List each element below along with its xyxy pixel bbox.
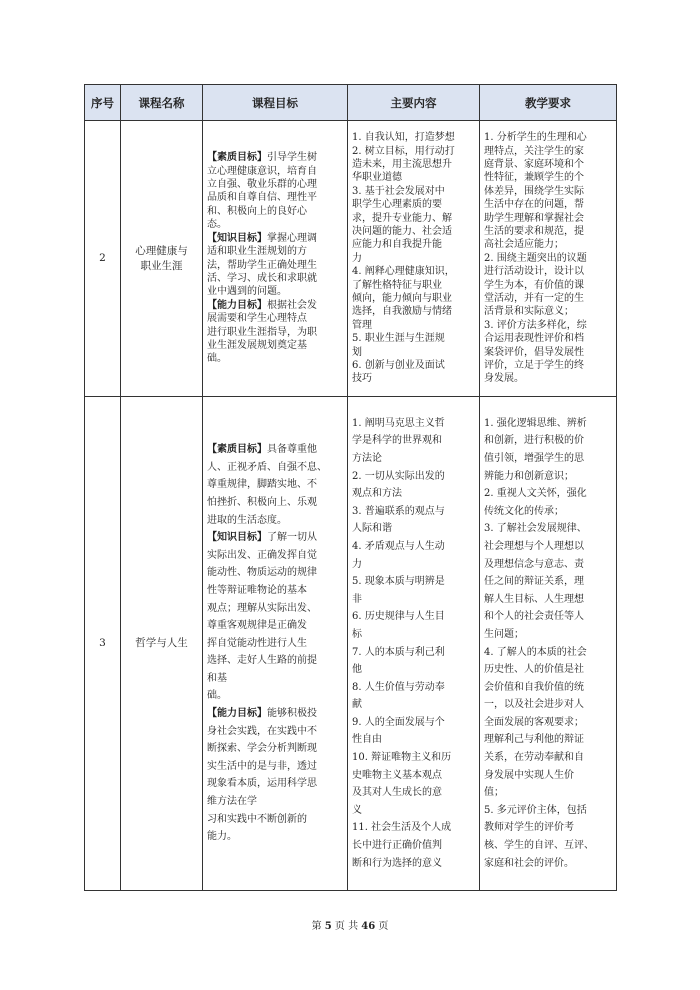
cell-line: 值； [484,787,504,799]
cell-line: 实生活中的是与非，透过 [207,760,317,772]
cell-line: 生问题； [484,628,524,640]
cell-line: 立心理健康意识，培育自 [207,165,317,177]
cell-line: 法，帮助学生正确处理生 [207,259,317,271]
page-footer [0,917,700,932]
cell-line: 史唯物主义基本观点 [352,769,442,781]
table-row [85,121,617,397]
cell-line: 能动性、物质运动的规律 [207,567,317,579]
cell-line: 非 [352,593,362,605]
row-teaching-requirements [480,121,617,397]
cell-line: 2. 重视人文关怀，强化 [484,488,587,500]
cell-line: 力 [352,252,362,264]
cell-line: 及理想信念与意志、责 [484,558,584,570]
cell-line: 4. 阐释心理健康知识， [352,266,455,278]
cell-line: 7. 人的本质与利己利 [352,646,445,658]
cell-line: 维方法在学 [207,796,257,808]
cell-line: 11. 社会生活及个人成 [352,822,452,834]
cell-line: 关系，在劳动奉献和自 [484,752,584,764]
cell-line: 教师对学生的评价考 [484,822,574,834]
cell-line: 生活的要求和规范，提 [484,225,584,237]
cell-line: 3. 普遍联系的观点与 [352,505,445,517]
cell-line: 3. 基于社会发展对中 [352,185,445,197]
row-course-name [121,397,203,891]
header-main-content: 主要内容 [348,85,480,121]
cell-line: 3. 评价方法多样化，综 [484,319,587,331]
cell-line: 庭背景、家庭环境和个 [484,158,584,170]
cell-line: 进行职业生涯指导，为职 [207,326,317,338]
cell-line: 2. 一切从实际出发的 [352,470,445,482]
header-course-goals: 课程目标 [203,85,348,121]
cell-line: 力 [352,558,362,570]
cell-line: 他 [352,664,362,676]
cell-line: 技巧 [352,373,372,385]
cell-line: 身社会实践，在实践中不 [207,725,317,737]
cell-line: 案袋评价，倡导发展性 [484,346,584,358]
row-course-goals [203,397,348,891]
cell-line: 6. 历史规律与人生目 [352,611,445,623]
cell-line: 和个人的社会责任等人 [484,611,584,623]
row-main-content [348,121,480,397]
cell-line: 挥自觉能动性进行人生 [207,637,307,649]
cell-line: 哲学与人生 [135,637,188,649]
footer-suffix: 页 [378,921,389,932]
cell-line: 解人生目标、人生理想 [484,593,584,605]
footer-total-pages: 46 [361,921,376,932]
cell-line: 进取的生活态度。 [207,514,287,526]
cell-line: 业中遇到的问题。 [207,286,287,298]
cell-line: 理特点，关注学生的家 [484,145,584,157]
cell-line: 高社会适应能力； [484,239,564,251]
cell-line: 和基 [207,672,227,684]
cell-line: 人、正视矛盾、自强不息、 [207,461,327,473]
cell-line: 能力。 [207,831,237,843]
cell-line: 5. 现象本质与明辨是 [352,576,445,588]
cell-line: 5. 多元评价主体，包括 [484,804,587,816]
cell-line: 2. 树立目标，用行动打 [352,145,455,157]
cell-line: 6. 创新与创业及面试 [352,360,445,372]
cell-line: 态。 [207,219,227,231]
cell-line: 【知识目标】掌握心理调 [207,232,317,244]
footer-middle: 页 共 [334,921,359,932]
cell-line: 现象看本质，运用科学思 [207,778,317,790]
cell-line: 评价，立足于学生的终 [484,360,584,372]
cell-line: 助学生理解和掌握社会 [484,212,584,224]
cell-line: 8. 人生价值与劳动奉 [352,681,445,693]
cell-line: 划 [352,346,362,358]
cell-line: 业生涯发展规划奠定基 [207,339,307,351]
cell-line: 活、学习、成长和求职就 [207,272,317,284]
cell-line: 选择，自我激励与情绪 [352,306,452,318]
cell-line: 长中进行正确价值判 [352,840,442,852]
row-main-content [348,397,480,891]
cell-line: 4. 矛盾观点与人生动 [352,540,445,552]
cell-line: 【素质目标】具备尊重他 [207,444,317,456]
footer-prefix: 第 [311,921,322,932]
cell-line: 华职业道德 [352,172,402,184]
cell-line: 3. 了解社会发展规律、 [484,523,587,535]
cell-line: 核、学生的自评、互评、 [484,840,594,852]
cell-line: 决问题的能力、社会适 [352,225,452,237]
cell-line: 断探索、学会分析判断现 [207,743,317,755]
header-seq: 序号 [85,85,121,121]
cell-line: 立自强、敬业乐群的心理 [207,179,317,191]
row-teaching-requirements [480,397,617,891]
cell-line: 倾向，能力倾向与职业 [352,293,452,305]
cell-line: 家庭和社会的评价。 [484,857,574,869]
cell-line: 身发展。 [484,373,524,385]
cell-line: 10. 辩证唯物主义和历 [352,752,452,764]
cell-line: 1. 自我认知，打造梦想 [352,132,455,144]
cell-line: 合运用表现性评价和档 [484,333,584,345]
cell-line: 5. 职业生涯与生涯规 [352,333,445,345]
cell-line: 观点和方法 [352,488,402,500]
cell-line: 管理 [352,319,372,331]
cell-line: 堂活动，并有一定的生 [484,293,584,305]
row-course-name [121,121,203,397]
cell-line: 9. 人的全面发展与个 [352,716,445,728]
cell-line: 础。 [207,353,227,365]
cell-line: 心理健康与 [135,244,188,257]
cell-line: 全面发展的客观要求； [484,716,584,728]
cell-line: 学生为本，有价值的课 [484,279,584,291]
cell-line: 【素质目标】引导学生树 [207,152,317,164]
cell-line: 理解利己与利他的辩证 [484,734,584,746]
cell-line: 及其对人生成长的意 [352,787,442,799]
cell-line: 性特征，兼顾学生的个 [484,172,584,184]
cell-line: 生活中存在的问题，帮 [484,199,584,211]
cell-line: 义 [352,804,362,816]
cell-line: 性等辩证唯物论的基本 [207,584,307,596]
footer-page-number: 5 [324,921,332,932]
cell-line: 选择、走好人生路的前提 [207,655,317,667]
cell-line: 【能力目标】能够积极投 [207,708,317,720]
cell-line: 学是科学的世界观和 [352,435,442,447]
cell-line: 观点；理解从实际出发、 [207,602,317,614]
cell-line: 1. 阐明马克思主义哲 [352,417,445,429]
cell-line: 和、积极向上的良好心 [207,205,307,217]
cell-line: 4. 了解人的本质的社会 [484,646,587,658]
course-table [84,84,617,891]
cell-line: 尊重规律，脚踏实地、不 [207,479,317,491]
cell-line: 【知识目标】了解一切从 [207,532,317,544]
row-seq: 3 [85,397,121,891]
cell-line: 1. 分析学生的生理和心 [484,132,587,144]
cell-line: 础。 [207,690,227,702]
cell-line: 社会理想与个人理想以 [484,540,584,552]
cell-line: 职学生心理素质的要 [352,199,442,211]
cell-line: 性自由 [352,734,382,746]
cell-line: 传统文化的传承； [484,505,564,517]
cell-line: 和创新，进行积极的价 [484,435,584,447]
cell-line: 品质和自尊自信、理性平 [207,192,317,204]
cell-line: 职业生涯 [140,259,183,272]
cell-line: 体差异，围绕学生实际 [484,185,584,197]
cell-line: 应能力和自我提升能 [352,239,442,251]
cell-line: 献 [352,699,362,711]
cell-line: 任之间的辩证关系，理 [484,576,584,588]
cell-line: 【能力目标】根据社会发 [207,299,317,311]
cell-line: 习和实践中不断创新的 [207,813,307,825]
header-course-name: 课程名称 [121,85,203,121]
cell-line: 怕挫折、积极向上、乐观 [207,496,317,508]
cell-line: 造未来，用主流思想升 [352,158,452,170]
cell-line: 进行活动设计，设计以 [484,266,584,278]
cell-line: 1. 强化逻辑思维、辨析 [484,417,587,429]
cell-line: 适和职业生涯规划的方 [207,246,307,258]
row-seq: 2 [85,121,121,397]
cell-line: 尊重客观规律是正确发 [207,620,307,632]
cell-line: 辨能力和创新意识； [484,470,574,482]
cell-line: 2. 围绕主题突出的议题 [484,252,587,264]
cell-line: 展需要和学生心理特点 [207,313,307,325]
cell-line: 了解性格特征与职业 [352,279,442,291]
cell-line: 方法论 [352,452,382,464]
cell-line: 断和行为选择的意义 [352,857,442,869]
header-teaching-requirements: 教学要求 [480,85,617,121]
cell-line: 标 [352,628,362,640]
cell-line: 人际和谐 [352,523,392,535]
cell-line: 实际出发、正确发挥自觉 [207,549,317,561]
table-row [85,397,617,891]
cell-line: 值引领，增强学生的思 [484,452,584,464]
cell-line: 会价值和自我价值的统 [484,681,584,693]
cell-line: 求，提升专业能力、解 [352,212,452,224]
cell-line: 历史性、人的价值是社 [484,664,584,676]
row-course-goals [203,121,348,397]
cell-line: 身发展中实现人生价 [484,769,574,781]
cell-line: 活背景和实际意义； [484,306,574,318]
cell-line: 一，以及社会进步对人 [484,699,584,711]
table-header-row [85,85,617,121]
